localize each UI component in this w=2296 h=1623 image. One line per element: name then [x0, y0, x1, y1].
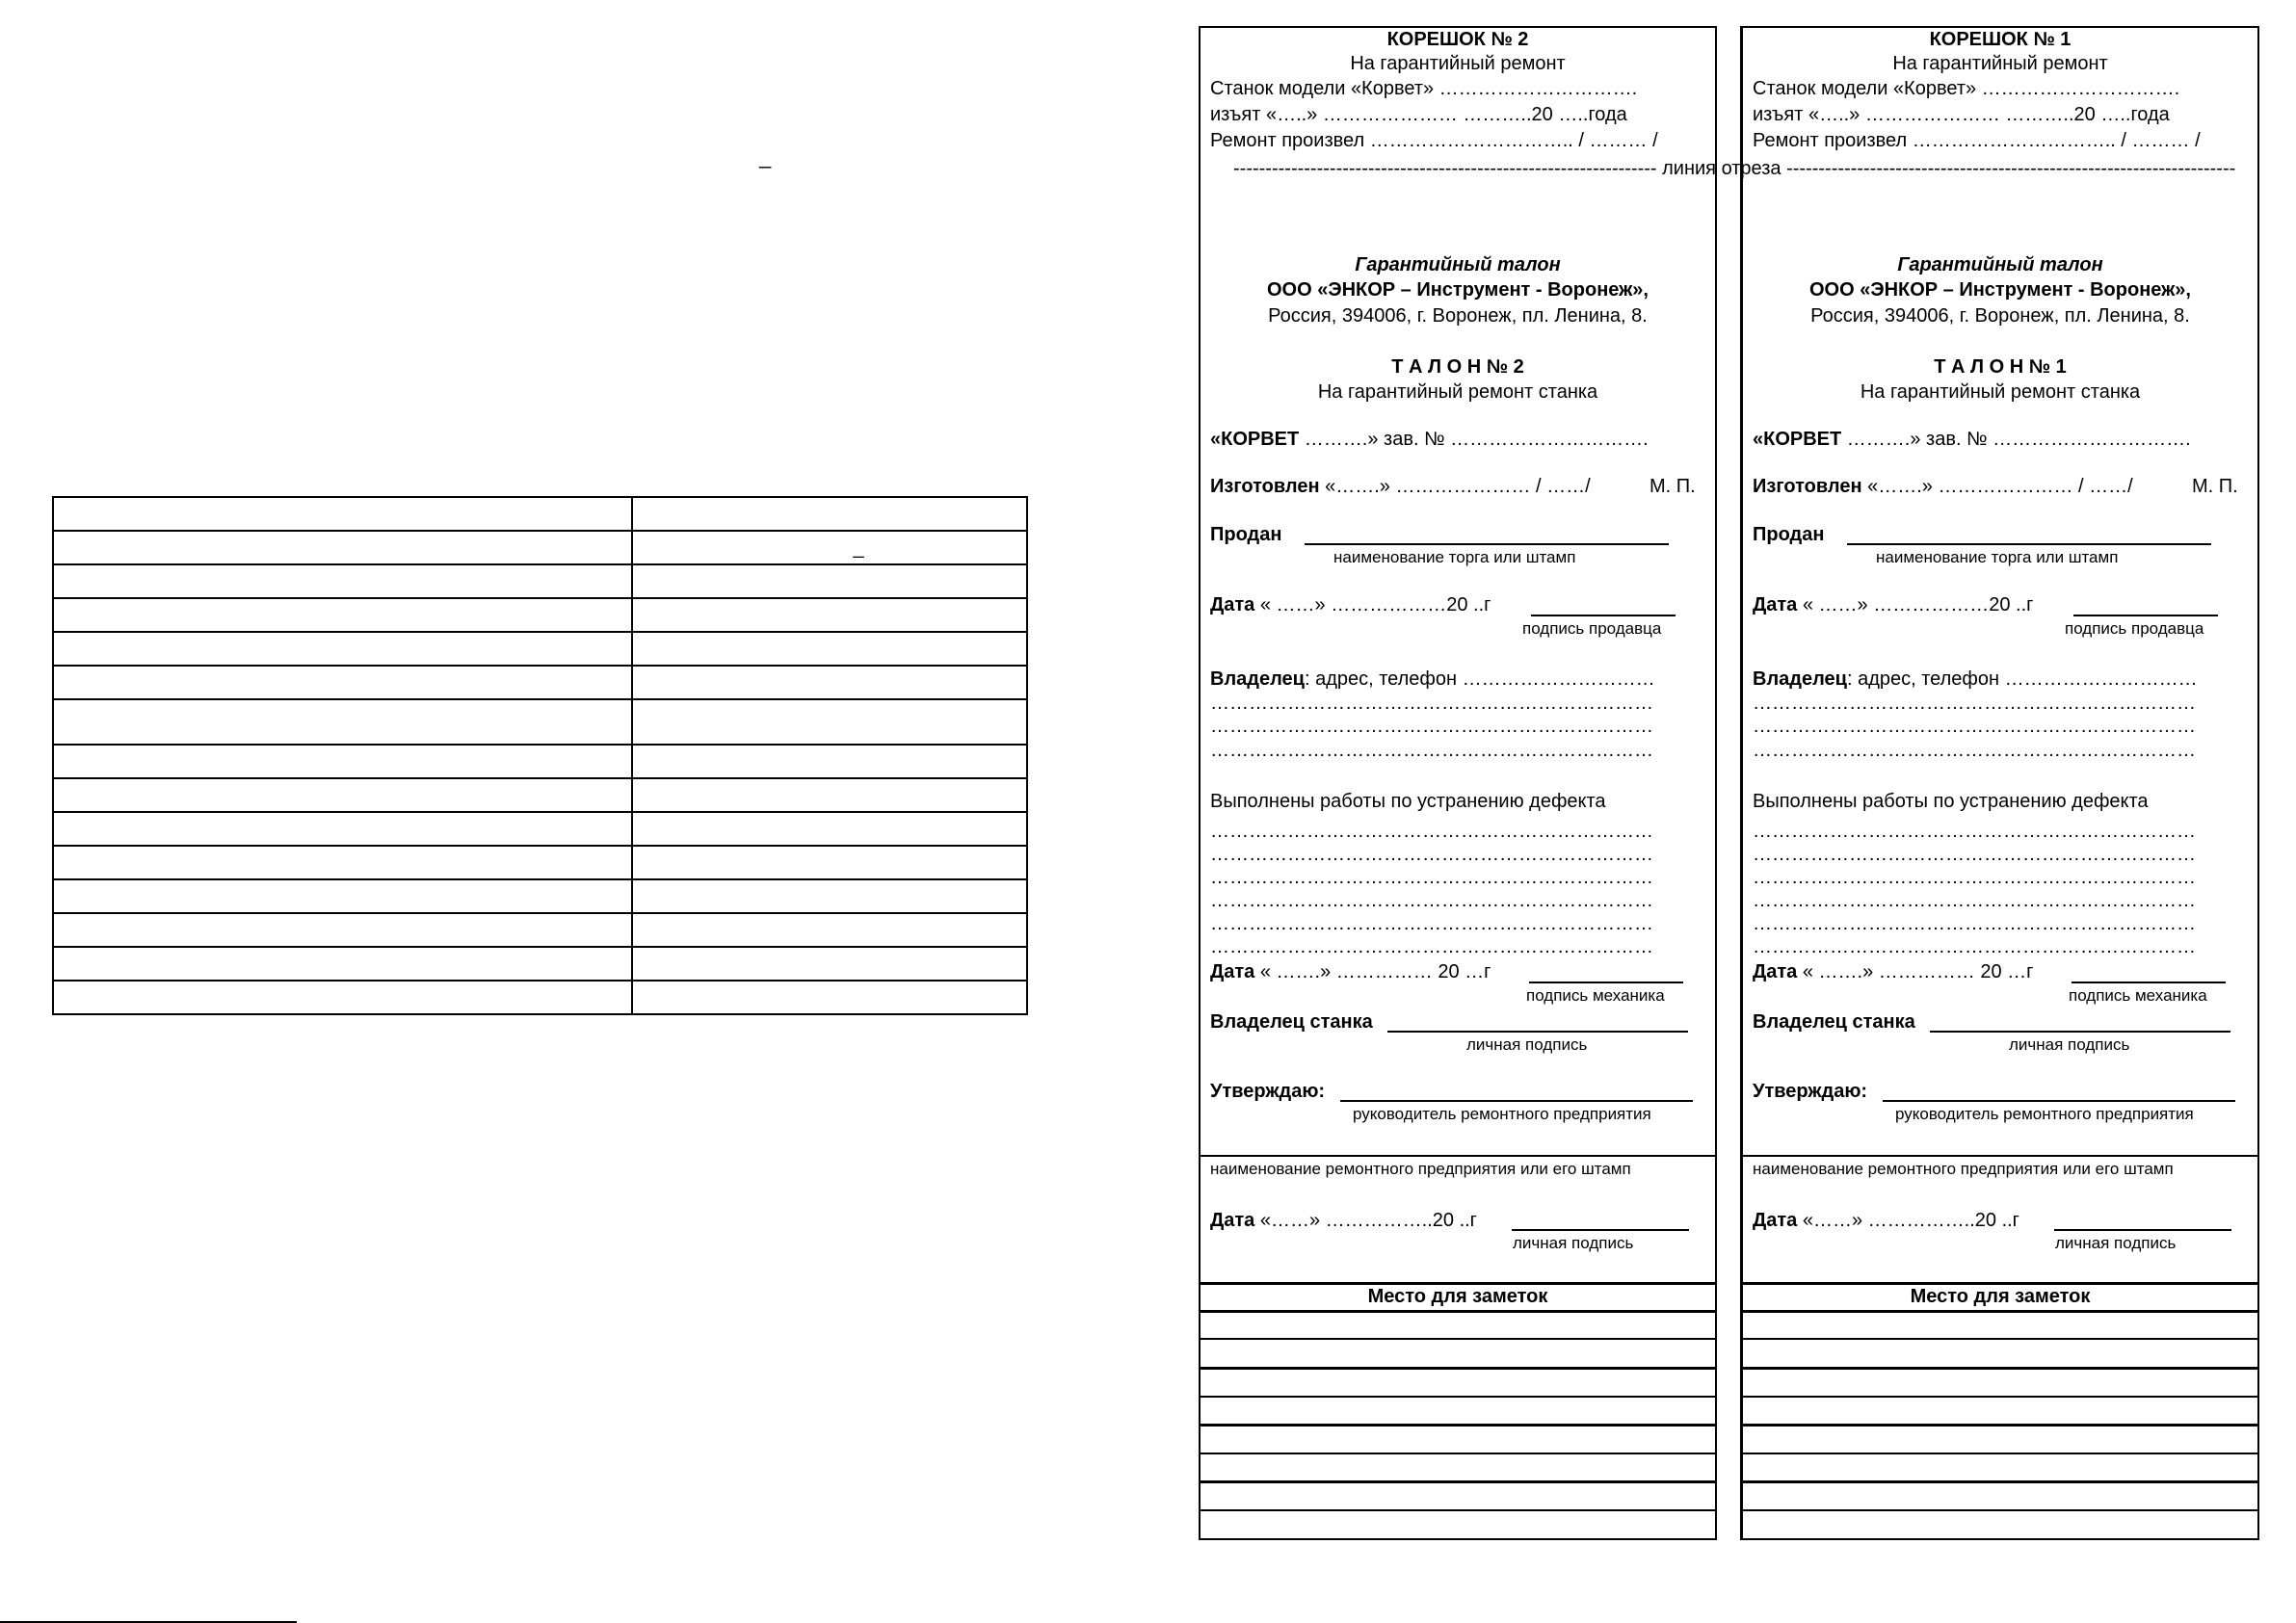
- mechanic-signature-line: [2072, 982, 2226, 983]
- table-row: [53, 879, 1027, 913]
- section-divider: [1741, 1155, 2259, 1157]
- guarantee-title: Гарантийный талон: [1355, 254, 1561, 275]
- notes-line: [1199, 1396, 1717, 1398]
- approval-signature-line: [2054, 1229, 2231, 1231]
- approval-date-line: Дата «……» ……………..20 ..г: [1210, 1210, 1477, 1231]
- owner-dots: ……………………………………………………………: [1753, 740, 2196, 761]
- korvet-serial-line: «КОРВЕТ ……….» зав. № ………………………….: [1753, 429, 2191, 450]
- company-address: Россия, 394006, г. Воронеж, пл. Ленина, 8.: [1268, 305, 1648, 327]
- table-row: [53, 947, 1027, 981]
- owner-line: Владелец: адрес, телефон …………………………: [1210, 668, 1655, 690]
- stub-subtitle: На гарантийный ремонт: [1350, 53, 1566, 74]
- table-row: [53, 598, 1027, 632]
- table-row: [53, 778, 1027, 812]
- notes-line: [1199, 1480, 1717, 1483]
- manufactured-line: Изготовлен «…….» ………………… / ……/: [1210, 476, 1591, 497]
- machine-owner-label: Владелец станка: [1753, 1011, 1915, 1033]
- coupon-column-2: [1199, 26, 1717, 1540]
- owner-signature-line: [1387, 1031, 1688, 1033]
- approve-label: Утверждаю:: [1753, 1081, 1868, 1102]
- notes-line: [1741, 1310, 2259, 1313]
- seller-caption: подпись продавца: [1522, 619, 1662, 638]
- notes-line: [1741, 1367, 2259, 1370]
- company-address: Россия, 394006, г. Воронеж, пл. Ленина, 8.: [1810, 305, 2190, 327]
- owner-dots: ……………………………………………………………: [1753, 693, 2196, 714]
- table-row: [53, 564, 1027, 598]
- table-row: [53, 846, 1027, 879]
- personal-signature-caption: личная подпись: [1513, 1234, 1634, 1252]
- seller-signature-line: [2073, 615, 2218, 616]
- approval-signature-line: [1512, 1229, 1689, 1231]
- works-label: Выполнены работы по устранению дефекта: [1753, 791, 2149, 812]
- blank-spec-table: [52, 496, 1028, 1015]
- cut-line: ------------------------------------------------------------------ линия отреза ----------------------------------------------------------------------: [1233, 158, 2236, 179]
- stray-dash-mark: _: [759, 144, 772, 169]
- works-dots: ……………………………………………………………: [1210, 890, 1653, 911]
- notes-line: [1741, 1338, 2259, 1340]
- sale-date-line: Дата « ……» ………………20 ..г: [1210, 594, 1491, 615]
- coupon-title: Т А Л О Н № 1: [1934, 356, 2067, 378]
- owner-dots: ……………………………………………………………: [1210, 716, 1653, 737]
- director-signature-line: [1340, 1100, 1693, 1102]
- repair-date-line: Дата « …….» …………… 20 …г: [1210, 961, 1491, 982]
- seller-signature-line: [1531, 615, 1676, 616]
- sold-label: Продан: [1753, 524, 1825, 545]
- machine-owner-label: Владелец станка: [1210, 1011, 1373, 1033]
- notes-line: [1199, 1338, 1717, 1340]
- sold-label: Продан: [1210, 524, 1282, 545]
- korvet-serial-line: «КОРВЕТ ……….» зав. № ………………………….: [1210, 429, 1649, 450]
- stub-subtitle: На гарантийный ремонт: [1892, 53, 2108, 74]
- section-divider: [1199, 1155, 1717, 1157]
- enterprise-caption: наименование ремонтного предприятия или его штамп: [1210, 1160, 1631, 1178]
- notes-line: [1741, 1396, 2259, 1398]
- director-caption: руководитель ремонтного предприятия: [1353, 1105, 1651, 1123]
- company-name: ООО «ЭНКОР – Инструмент - Воронеж»,: [1808, 279, 2191, 301]
- table-row: [53, 913, 1027, 947]
- company-name: ООО «ЭНКОР – Инструмент - Воронеж»,: [1266, 279, 1649, 301]
- notes-line: [1741, 1509, 2259, 1511]
- works-dots: ……………………………………………………………: [1210, 936, 1653, 957]
- owner-signature-line: [1930, 1031, 2230, 1033]
- stamp-place: М. П.: [1649, 476, 1696, 497]
- table-cell-mark: _: [853, 537, 864, 559]
- notes-title: Место для заметок: [1910, 1286, 2091, 1307]
- notes-line: [1199, 1509, 1717, 1511]
- works-dots: ……………………………………………………………: [1753, 844, 2196, 865]
- stub-repair-line: Ремонт произвел ………………………….. / ……… /: [1210, 130, 1658, 151]
- notes-line: [1199, 1453, 1717, 1454]
- table-row: [53, 497, 1027, 531]
- works-dots: ……………………………………………………………: [1210, 821, 1653, 842]
- personal-signature-caption: личная подпись: [1466, 1035, 1588, 1054]
- approval-date-line: Дата «……» ……………..20 ..г: [1753, 1210, 2019, 1231]
- seller-caption: подпись продавца: [2065, 619, 2204, 638]
- stamp-place: М. П.: [2192, 476, 2238, 497]
- table-row: [53, 632, 1027, 666]
- repair-date-line: Дата « …….» …………… 20 …г: [1753, 961, 2034, 982]
- stub-title: КОРЕШОК № 2: [1386, 29, 1529, 50]
- sold-signature-line: [1305, 543, 1669, 545]
- owner-dots: ……………………………………………………………: [1753, 716, 2196, 737]
- sold-caption: наименование торга или штамп: [1333, 548, 1576, 566]
- notes-line: [1741, 1480, 2259, 1483]
- table-row: [53, 745, 1027, 778]
- mechanic-caption: подпись механика: [1526, 986, 1665, 1005]
- personal-signature-caption: личная подпись: [2009, 1035, 2130, 1054]
- table-row: [53, 531, 1027, 564]
- notes-line: [1199, 1424, 1717, 1427]
- mechanic-signature-line: [1529, 982, 1683, 983]
- stub-removed-line: изъят «…..» ………………… ………..20 …..года: [1210, 104, 1627, 125]
- owner-dots: ……………………………………………………………: [1210, 693, 1653, 714]
- table-row: [53, 666, 1027, 699]
- notes-line: [1741, 1453, 2259, 1454]
- director-caption: руководитель ремонтного предприятия: [1895, 1105, 2194, 1123]
- owner-dots: ……………………………………………………………: [1210, 740, 1653, 761]
- sale-date-line: Дата « ……» ………………20 ..г: [1753, 594, 2034, 615]
- guarantee-title: Гарантийный талон: [1897, 254, 2103, 275]
- stub-repair-line: Ремонт произвел ………………………….. / ……… /: [1753, 130, 2201, 151]
- table-row: [53, 812, 1027, 846]
- works-dots: ……………………………………………………………: [1210, 867, 1653, 888]
- table-row: [53, 981, 1027, 1014]
- coupon-subtitle: На гарантийный ремонт станка: [1317, 381, 1598, 403]
- approve-label: Утверждаю:: [1210, 1081, 1326, 1102]
- stub-title: КОРЕШОК № 1: [1929, 29, 2072, 50]
- notes-line: [1199, 1367, 1717, 1370]
- sold-caption: наименование торга или штамп: [1876, 548, 2119, 566]
- coupon-subtitle: На гарантийный ремонт станка: [1860, 381, 2141, 403]
- works-dots: ……………………………………………………………: [1753, 913, 2196, 934]
- works-label: Выполнены работы по устранению дефекта: [1210, 791, 1606, 812]
- works-dots: ……………………………………………………………: [1753, 867, 2196, 888]
- works-dots: ……………………………………………………………: [1753, 890, 2196, 911]
- notes-line: [1199, 1310, 1717, 1313]
- mechanic-caption: подпись механика: [2069, 986, 2207, 1005]
- personal-signature-caption: личная подпись: [2055, 1234, 2177, 1252]
- works-dots: ……………………………………………………………: [1753, 821, 2196, 842]
- works-dots: ……………………………………………………………: [1753, 936, 2196, 957]
- coupon-column-1: [1741, 26, 2259, 1540]
- stub-machine-line: Станок модели «Корвет» ………………………….: [1210, 78, 1638, 99]
- stub-removed-line: изъят «…..» ………………… ………..20 …..года: [1753, 104, 2170, 125]
- owner-line: Владелец: адрес, телефон …………………………: [1753, 668, 2198, 690]
- works-dots: ……………………………………………………………: [1210, 844, 1653, 865]
- director-signature-line: [1883, 1100, 2235, 1102]
- manufactured-line: Изготовлен «…….» ………………… / ……/: [1753, 476, 2133, 497]
- notes-line: [1741, 1424, 2259, 1427]
- stub-machine-line: Станок модели «Корвет» ………………………….: [1753, 78, 2180, 99]
- enterprise-caption: наименование ремонтного предприятия или его штамп: [1753, 1160, 2174, 1178]
- notes-title: Место для заметок: [1367, 1286, 1548, 1307]
- sold-signature-line: [1847, 543, 2211, 545]
- table-row: [53, 699, 1027, 745]
- coupon-title: Т А Л О Н № 2: [1391, 356, 1524, 378]
- works-dots: ……………………………………………………………: [1210, 913, 1653, 934]
